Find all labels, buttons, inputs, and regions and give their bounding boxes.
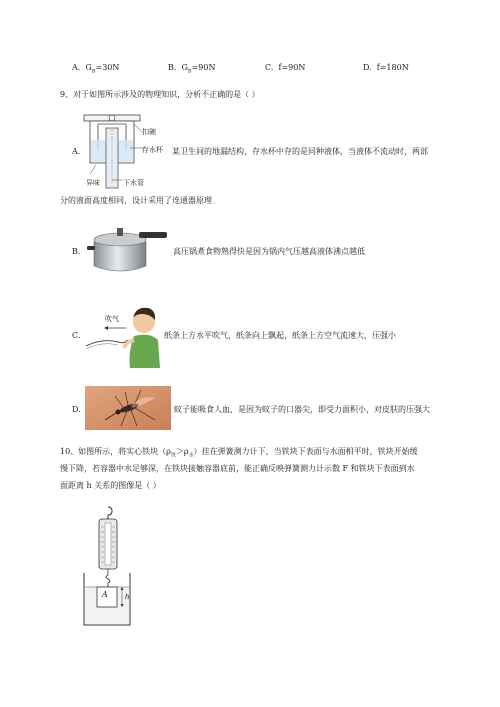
option-sub: B (187, 68, 192, 75)
blowing-paper-image (84, 296, 160, 368)
q10-line1-part: ＞ρ (175, 447, 189, 456)
block-label: A (102, 590, 108, 599)
label-blow: 吹气 (105, 315, 119, 323)
h-label: h (125, 593, 130, 601)
q10-line1-part: 10、如图所示，将实心铁块（ρ (60, 447, 171, 456)
option-var: G (85, 63, 92, 72)
option-b (168, 62, 215, 78)
q10-line1 (60, 446, 418, 462)
option-letter: D. (363, 63, 372, 72)
q10-line1-part: ）挂在弹簧测力计下，当铁块下表面与水面相平时，铁块开始缓 (193, 447, 418, 456)
option-value: f=90N (278, 63, 306, 72)
option-letter: B. (168, 63, 177, 72)
q9-b-text: 高压锅煮食物熟得快是因为锅内气压越高液体沸点越低 (173, 247, 365, 256)
option-sub: B (91, 68, 96, 75)
q9-a-letter: A. (72, 147, 81, 156)
label-top-bowl: 扣碗 (142, 128, 156, 136)
q9-d-letter: D. (72, 405, 81, 414)
option-var: G (181, 63, 188, 72)
label-odor: 异味 (86, 179, 100, 187)
spring-scale-diagram (78, 505, 138, 629)
q9-a-text-line2: 分的液面高度相同，设计采用了连通器原理 (60, 196, 212, 205)
mosquito-image (85, 386, 171, 430)
label-drain-pipe: 下水管 (123, 179, 144, 187)
option-letter: A. (72, 63, 81, 72)
q10-line2: 慢下降，若容器中水足够深，在铁块接触容器底前，能正确反映弹簧测力计示数 F 和铁块下表面到水 (60, 464, 415, 473)
q9-d-text: 蚊子能吸食人血，是因为蚊子的口器尖，即受力面积小，对皮肤的压强大 (174, 405, 430, 414)
pressure-cooker-image (87, 222, 169, 280)
q9-b-letter: B. (72, 247, 81, 256)
q9-c-letter: C. (72, 331, 81, 340)
q9-a-text-line1: 某卫生间的地漏结构，存水杯中存的是同种液体，当液体不流动时，两部 (172, 147, 428, 156)
option-d (363, 62, 409, 74)
option-value: =90N (191, 63, 216, 72)
q10-line3: 面距离 h 关系的图像是（ ） (60, 481, 161, 490)
option-a (72, 62, 119, 78)
option-value: =30N (95, 63, 120, 72)
q9-stem: 9、对于如图所示涉及的物理知识，分析不正确的是（ ） (60, 90, 260, 99)
option-value: f=180N (376, 63, 409, 72)
option-letter: C. (265, 63, 274, 72)
option-c (265, 62, 305, 74)
q9-c-text: 纸条上方水平吹气，纸条向上飘起，纸条上方空气流速大，压强小 (164, 331, 396, 340)
label-water-cup: 存水杯 (142, 146, 163, 154)
q10-rho-sub: 水 (188, 452, 194, 459)
q10-rho-sub: 铁 (170, 452, 176, 459)
